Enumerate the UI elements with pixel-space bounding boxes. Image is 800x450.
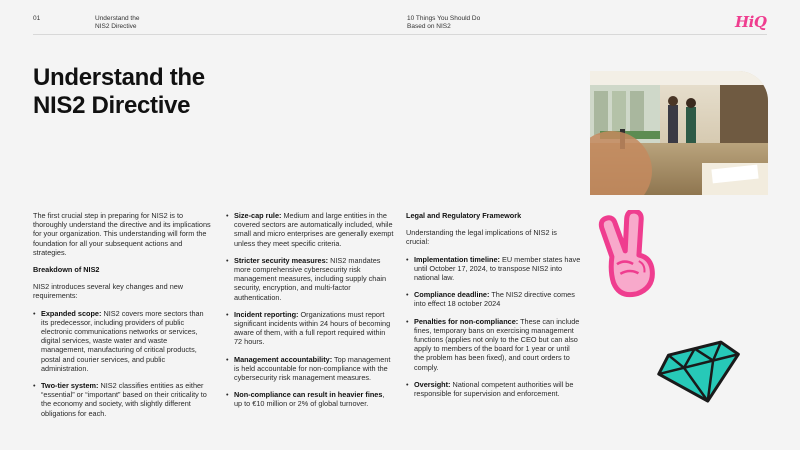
list-item xyxy=(406,317,581,372)
list-item xyxy=(406,380,581,398)
list-item-text: National competent authorities will be responsible for supervision and enforcement. xyxy=(414,379,574,399)
list-item xyxy=(406,290,581,308)
list-item-text: Medium and large entities in the covered sectors are automatically included, while small and micro enterprises are generally exempt unless they meet specific criteria. xyxy=(234,211,394,248)
breakdown-text: NIS2 introduces several key changes and new requirements: xyxy=(33,282,184,301)
list-item-text: Organizations must report significant incidents within 24 hours of becoming aware of them, with a full report required within 72 hours. xyxy=(234,309,391,347)
page-number: 01 xyxy=(33,15,41,22)
section-label-line2: NIS2 Directive xyxy=(95,23,137,30)
list-item-label: Size-cap rule: xyxy=(234,211,282,220)
legal-heading: Legal and Regulatory Framework xyxy=(406,211,522,220)
list-item-label: Penalties for non-compliance: xyxy=(414,316,519,326)
list-item-text: The NIS2 directive comes into effect 18 october 2024 xyxy=(414,290,575,309)
list-item-text: , up to €10 million or 2% of global turnover. xyxy=(234,390,385,409)
list-item-label: Non-compliance can result in heavier fines xyxy=(234,390,383,400)
list-item xyxy=(226,390,394,408)
page-title xyxy=(33,64,293,120)
list-item xyxy=(33,309,211,373)
list-item xyxy=(226,211,394,248)
page-title-line1: Understand the xyxy=(33,64,205,91)
document-label-line2: Based on NIS2 xyxy=(407,23,451,30)
document-label xyxy=(407,15,480,31)
list-item-label: Compliance deadline: xyxy=(414,290,490,300)
legal-list xyxy=(406,255,581,399)
list-item-text: Top management is held accountable for non-compliance with the cybersecurity risk management measures. xyxy=(234,354,391,383)
list-item-label: Expanded scope: xyxy=(41,308,102,318)
breakdown-heading: Breakdown of NIS2 xyxy=(33,265,100,275)
section-label-line1: Understand the xyxy=(95,15,140,22)
column-changes xyxy=(226,211,394,417)
section-label xyxy=(95,15,139,31)
changes-list xyxy=(226,211,394,409)
list-item-text: EU member states have until October 17, 2024, to transpose NIS2 into national law. xyxy=(414,254,581,283)
list-item-text: NIS2 classifies entities as either “essential” or “important” based on their criticality to the economy and society, with slightly different obligations for each. xyxy=(41,381,207,418)
header-divider xyxy=(33,34,767,35)
office-photo-illustration xyxy=(590,71,768,195)
column-legal-framework xyxy=(406,211,581,406)
list-item-label: Two-tier system: xyxy=(41,381,99,391)
page-title-line2: NIS2 Directive xyxy=(33,92,191,119)
hiq-logo: HiQ xyxy=(735,13,767,31)
list-item-label: Stricter security measures: xyxy=(234,255,329,265)
list-item xyxy=(226,355,394,383)
breakdown-list xyxy=(33,309,211,418)
list-item-label: Implementation timeline: xyxy=(414,254,500,264)
legal-intro: Understanding the legal implications of NIS2 is crucial: xyxy=(406,228,557,247)
list-item xyxy=(226,310,394,347)
list-item-label: Incident reporting: xyxy=(234,309,299,319)
intro-paragraph: The first crucial step in preparing for NIS2 is to thoroughly understand the directive and its implications for your organization. This understanding will form the foundation for all your subsequent actions and strategies. xyxy=(33,211,211,257)
diamond-sticker-icon xyxy=(655,330,745,410)
office-photo xyxy=(590,71,768,195)
list-item-label: Oversight: xyxy=(414,379,451,389)
column-intro xyxy=(33,211,211,426)
list-item-text: NIS2 covers more sectors than its predecessor, including providers of public electronic communications networks or services, digital services, waste water and waste management, manufacturing of critical products, postal and courier services, and public administration. xyxy=(41,308,204,373)
list-item xyxy=(33,381,211,418)
list-item-text: These can include fines, temporary bans on exercising management functions (applies not only to the CEO but can also apply to members of the board for 1 year or until the problem has been fixed), and court orders to comply. xyxy=(414,316,580,372)
list-item xyxy=(406,255,581,283)
peace-hand-sticker-icon xyxy=(598,210,666,302)
list-item-label: Management accountability: xyxy=(234,354,333,364)
list-item xyxy=(226,256,394,302)
document-label-line1: 10 Things You Should Do xyxy=(407,15,481,22)
list-item-text: NIS2 mandates more comprehensive cybersecurity risk management measures, including supply chain security, encryption, and multi-factor authentication. xyxy=(234,255,387,302)
